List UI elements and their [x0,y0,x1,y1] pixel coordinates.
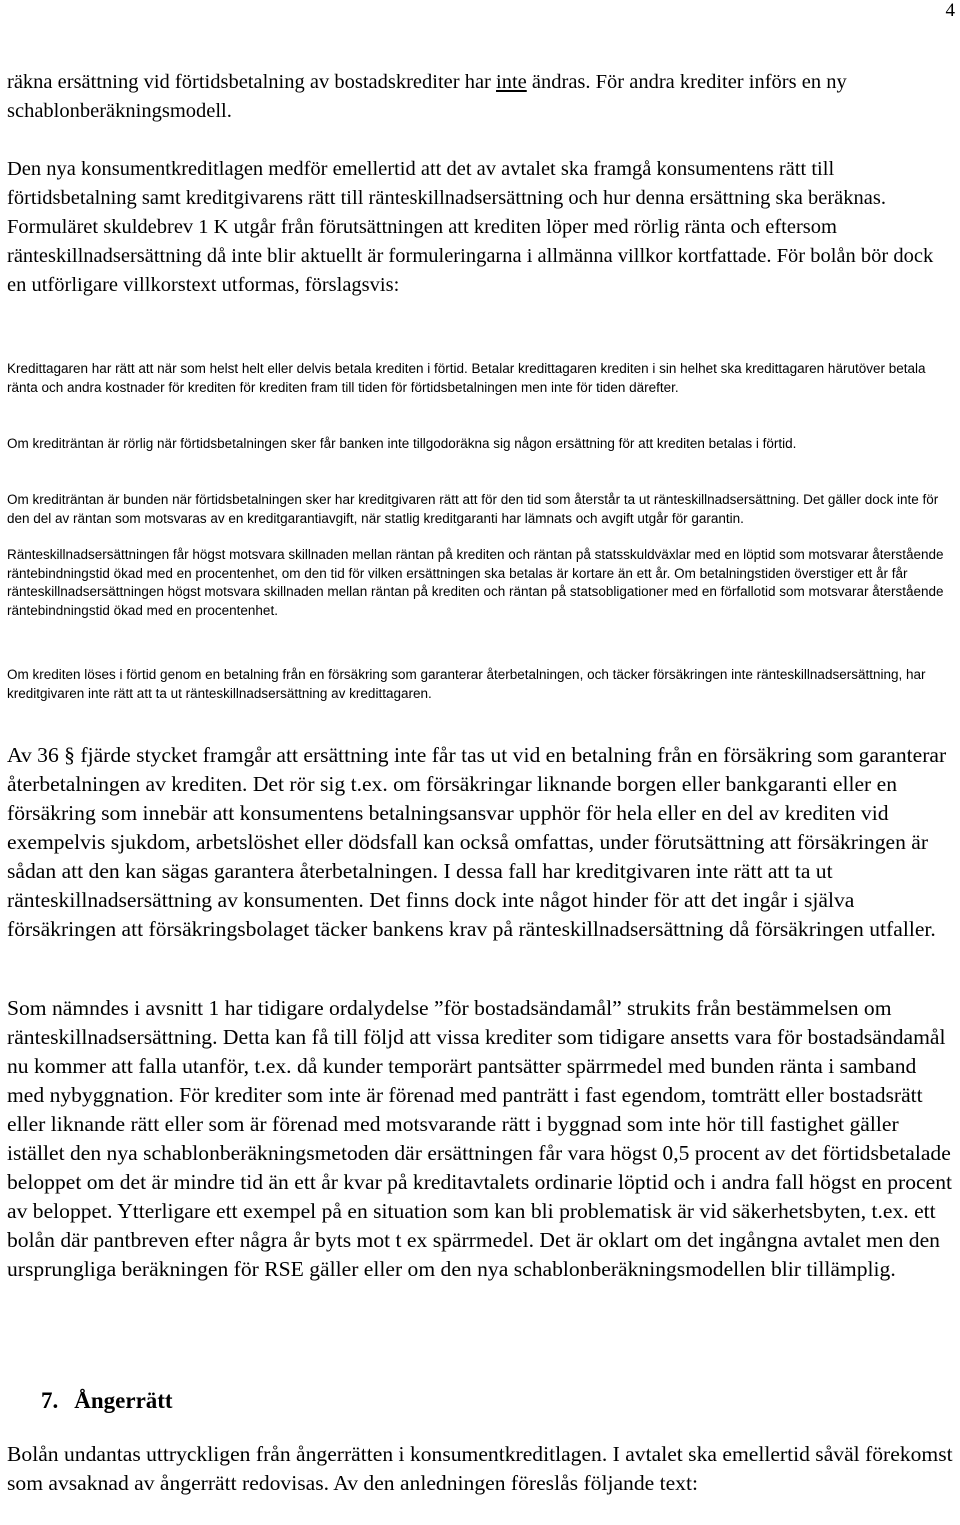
paragraph-text: ändras. För andra krediter införs en ny schablonberäkningsmodell. [7,71,847,122]
paragraph-consumer-credit-law [7,155,957,300]
paragraph-withdrawal-right: Bolån undantas uttryckligen från ångerrätten i konsumentkreditlagen. I avtalet ska emellertid såväl förekomst som avsaknad av ångerrätt redovisas. Av den anledningen föreslås följande text: [7,1442,953,1495]
page-number: 4 [945,0,955,21]
section-title: Ångerrätt [74,1388,173,1413]
underlined-word: inte [496,71,527,93]
paragraph-housing-purpose: Som nämndes i avsnitt 1 har tidigare ordalydelse ”för bostadsändamål” strukits från bestämmelsen om ränteskillnadsersättning. Detta kan få till följd att vissa krediter som tidigare ansetts vara för bostadsändamål nu kommer att falla utanför, t.ex. då kunder temporärt pantsätter spärrmedel med bunden ränta i samband med nybyggnation. För krediter som inte är förenad med panträtt i fast egendom, tomträtt eller bostadsrätt eller liknande rätt eller som är förenad med motsvarande rätt i byggnad som inte hör till fastighet gäller istället den nya schablonberäkningsmetoden där ersättningen får vara högst 0,5 procent av det förtidsbetalade beloppet om det är mindre tid än ett år kvar på kreditavtalets ordinarie löptid och i andra fall högst en procent av beloppet. Ytterligare ett exempel på en situation som kan bli problematisk är vid säkerhetsbyten, t.ex. ett bolån där pantbreven efter några år byts mot t ex spärrmedel. Det är oklart om det ingångna avtalet men den ursprungliga beräkningen för RSE gäller eller om den nya schablonberäkningsmodellen blir tillämplig. [7,996,953,1281]
paragraph-text: Den nya konsumentkreditlagen medför emellertid att det av avtalet ska framgå konsumentens rätt till förtidsbetalning samt kreditgivarens rätt till ränteskillnadsersättning och hur denna ersättning ska beräknas. [7,158,886,209]
quoted-clause-variable-rate: Om krediträntan är rörlig när förtidsbetalningen sker får banken inte tillgodoräkna sig någon ersättning för att krediten betalas i förtid. [7,436,797,451]
section-number: 7. [41,1388,59,1413]
paragraph-text: räkna ersättning vid förtidsbetalning av bostadskrediter har [7,71,497,93]
section-heading [41,1385,173,1417]
paragraph-insurance-payment: Av 36 § fjärde stycket framgår att ersättning inte får tas ut vid en betalning från en försäkring som garanterar återbetalningen av krediten. Det rör sig t.ex. om försäkringar liknande borgen eller bankgaranti eller en försäkring som innebär att konsumentens betalningsansvar upphör för hela eller en del av krediten vid exempelvis sjukdom, arbetslöshet eller dödsfall kan också omfattas, under förutsättning att försäkringen är sådan att den kan sägas garantera återbetalningen. I dessa fall har kreditgivaren inte rätt att ta ut ränteskillnadsersättning av konsumenten. Det finns dock inte något hinder för att det ingår i själva försäkringen att försäkringsbolaget täcker bankens krav på ränteskillnadsersättning då försäkringen utfaller. [7,743,947,941]
quoted-clause-compensation-cap: Ränteskillnadsersättningen får högst motsvara skillnaden mellan räntan på krediten och räntan på statsskuldväxlar med en löptid som motsvarar återstående räntebindningstid ökad med en procentenhet, om den tid för vilken ersättningen ska betalas är kortare än ett år. Om betalningstiden överstiger ett år får ränteskillnadsersättningen högst motsvara skillnaden mellan räntan på krediten och räntan på statsobligationer med en förfallotid som motsvarar återstående räntebindningstid ökad med en procentenhet. [7,547,944,618]
paragraph-intro-continuation [7,68,957,126]
quoted-clause-insurance: Om krediten löses i förtid genom en betalning från en försäkring som garanterar återbetalningen, och täcker försäkringen inte ränteskillnadsersättning, har kreditgivaren inte rätt att ta ut ränteskillnadsersättning av kredittagaren. [7,667,926,701]
paragraph-text: Formuläret skuldebrev 1 K utgår från förutsättningen att krediten löper med rörlig ränta och eftersom ränteskillnadsersättning då inte blir aktuellt är formuleringarna i allmänna villkor kortfattade. För bolån bör dock en utförligare villkorstext utformas, förslagsvis: [7,216,934,296]
quoted-clause-fixed-rate: Om krediträntan är bunden när förtidsbetalningen sker har kreditgivaren rätt att för den tid som återstår ta ut ränteskillnadsersättning. Det gäller dock inte för den del av räntan som motsvaras av en kreditgarantiavgift, när statlig kreditgaranti har lämnats och avgift utgår för garantin. [7,492,939,526]
quoted-clause-prepayment: Kredittagaren har rätt att när som helst helt eller delvis betala krediten i förtid. Betalar kredittagaren krediten i sin helhet ska kredittagaren härutöver betala ränta och andra kostnader för krediten för krediten fram till tiden för förtidsbetalningen men inte för tiden därefter. [7,361,926,395]
